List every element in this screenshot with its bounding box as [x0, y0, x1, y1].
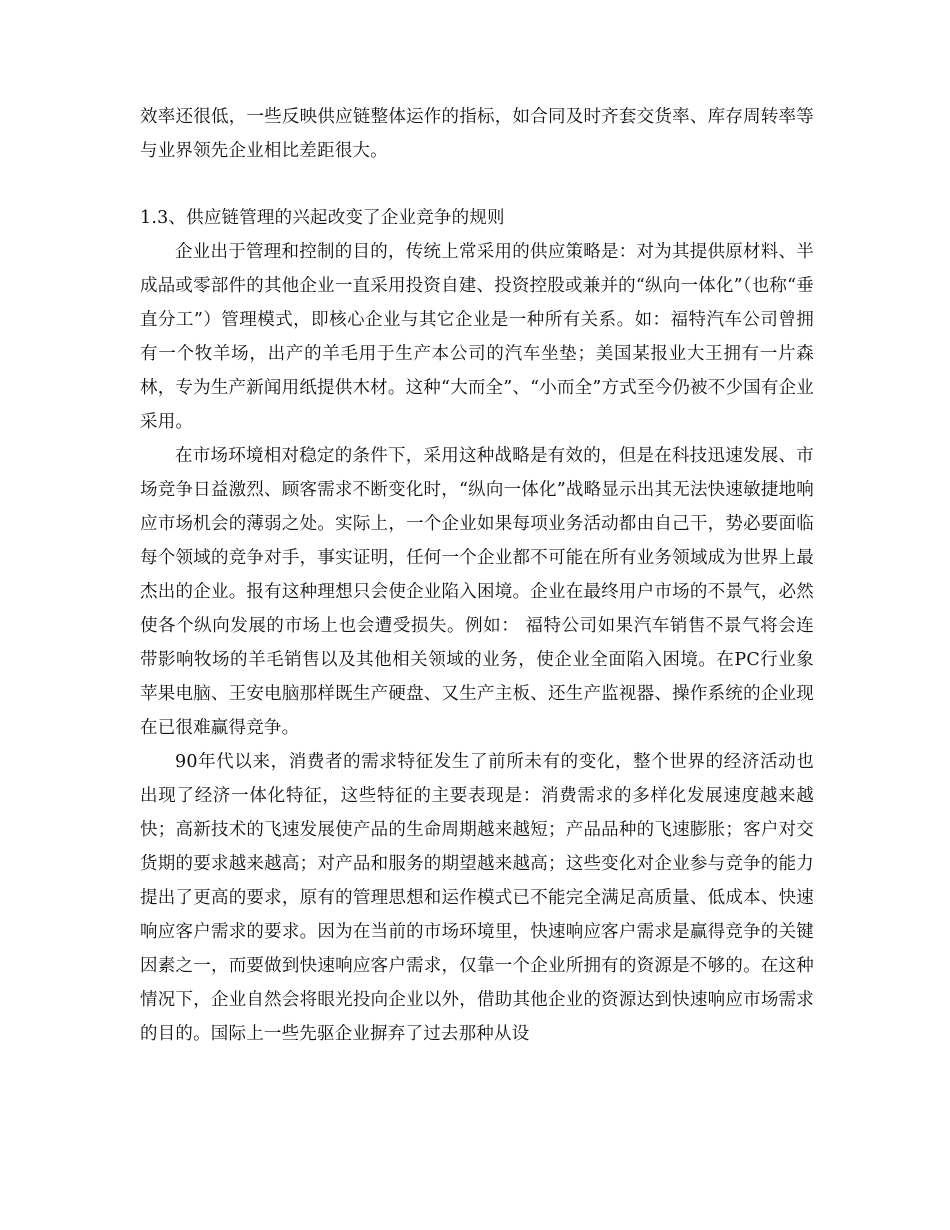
document-body [140, 100, 814, 1051]
paragraph-market-environment: 在市场环境相对稳定的条件下，采用这种战略是有效的，但是在科技迅速发展、市场竞争日益激烈、顾客需求不断变化时，“纵向一体化”战略显示出其无法快速敏捷地响应市场机会的薄弱之处。实际上，一个企业如果每项业务活动都由自己干，势必要面临每个领域的竞争对手，事实证明，任何一个企业都不可能在所有业务领域成为世界上最杰出的企业。报有这种理想只会使企业陷入困境。企业在最终用户市场的不景气，必然使各个纵向发展的市场上也会遭受损失。例如： 福特公司如果汽车销售不景气将会连带影响牧场的羊毛销售以及其他相关领域的业务，使企业全面陷入困境。在PC行业象苹果电脑、王安电脑那样既生产硬盘、又生产主板、还生产监视器、操作系统的企业现在已很难赢得竞争。 [140, 446, 814, 738]
section-heading: 1.3、供应链管理的兴起改变了企业竞争的规则 [140, 208, 505, 228]
paragraph-vertical-integration: 企业出于管理和控制的目的，传统上常采用的供应策略是：对为其提供原材料、半成品或零部件的其他企业一直采用投资自建、投资控股或兼并的“纵向一体化”（也称“垂直分工”）管理模式，即核心企业与其它企业是一种所有关系。如：福特汽车公司曾拥有一个牧羊场，出产的羊毛用于生产本公司的汽车坐垫；美国某报业大王拥有一片森林，专为生产新闻用纸提供木材。这种“大而全”、“小而全”方式至今仍被不少国有企业采用。 [140, 242, 814, 432]
continuation-paragraph: 效率还很低，一些反映供应链整体运作的指标，如合同及时齐套交货率、库存周转率等与业界领先企业相比差距很大。 [140, 107, 814, 161]
paragraph-1990s-changes: 90年代以来，消费者的需求特征发生了前所未有的变化，整个世界的经济活动也出现了经济一体化特征，这些特征的主要表现是：消费需求的多样化发展速度越来越快；高新技术的飞速发展使产品的生命周期越来越短；产品品种的飞速膨胀；客户对交货期的要求越来越高；对产品和服务的期望越来越高；这些变化对企业参与竞争的能力提出了更高的要求，原有的管理思想和运作模式已不能完全满足高质量、低成本、快速响应客户需求的要求。因为在当前的市场环境里，快速响应客户需求是赢得竞争的关键因素之一，而要做到快速响应客户需求，仅靠一个企业所拥有的资源是不够的。在这种情况下，企业自然会将眼光投向企业以外，借助其他企业的资源达到快速响应市场需求的目的。国际上一些先驱企业摒弃了过去那种从设 [140, 752, 814, 1044]
